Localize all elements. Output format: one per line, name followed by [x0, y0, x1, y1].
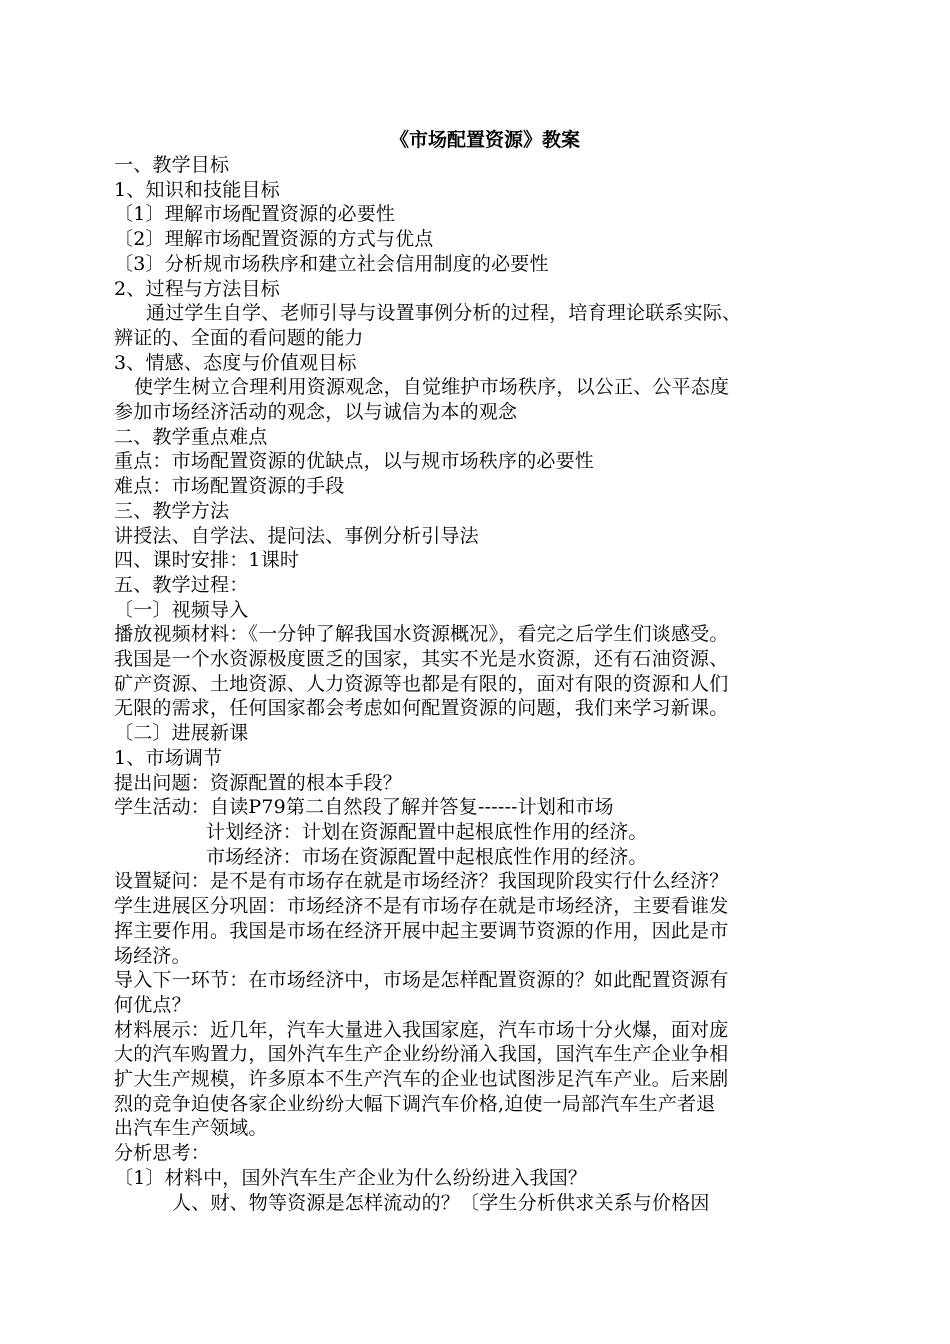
paragraph-line: 出汽车生产领域。	[114, 1117, 268, 1140]
list-item: 〔3〕分析规市场秩序和建立社会信用制度的必要性	[114, 252, 549, 275]
subsection-heading: 〔二〕进展新课	[114, 722, 249, 745]
paragraph-line: 大的汽车购置力，国外汽车生产企业纷纷涌入我国，国汽车生产企业争相	[114, 1043, 729, 1066]
paragraph-line: 挥主要作用。我国是市场在经济开展中起主要调节资源的作用，因此是市	[114, 919, 729, 942]
paragraph-line: 提出问题：资源配置的根本手段？	[114, 771, 403, 794]
section-heading: 一、教学目标	[114, 154, 230, 176]
list-item: 〔1〕材料中，国外汽车生产企业为什么纷纷进入我国？	[114, 1166, 588, 1189]
paragraph-line: 讲授法、自学法、提问法、事例分析引导法	[114, 524, 479, 547]
paragraph-line: 计划经济：计划在资源配置中起根底性作用的经济。	[206, 820, 648, 843]
paragraph-line: 材料展示：近几年，汽车大量进入我国家庭，汽车市场十分火爆，面对庞	[114, 1018, 729, 1041]
paragraph-line: 学生活动：自读P79第二自然段了解并答复------计划和市场	[114, 796, 614, 819]
paragraph-line: 设置疑问：是不是有市场存在就是市场经济？我国现阶段实行什么经济？	[114, 870, 729, 893]
paragraph-line: 难点：市场配置资源的手段	[114, 475, 345, 498]
paragraph-line: 通过学生自学、老师引导与设置事例分析的过程，培育理论联系实际、	[146, 302, 742, 325]
paragraph-line: 无限的需求，任何国家都会考虑如何配置资源的问题，我们来学习新课。	[114, 697, 729, 720]
subsection-heading: 2、过程与方法目标	[114, 277, 280, 300]
paragraph-line: 参加市场经济活动的观念，以与诚信为本的观念	[114, 401, 518, 424]
list-item: 〔1〕理解市场配置资源的必要性	[114, 203, 396, 226]
page-title: 《市场配置资源》教案	[389, 129, 580, 151]
section-heading: 二、教学重点难点	[114, 425, 268, 448]
section-heading: 五、教学过程：	[114, 573, 249, 596]
section-heading: 四、课时安排：1课时	[114, 549, 300, 572]
paragraph-line: 学生进展区分巩固：市场经济不是有市场存在就是市场经济，主要看谁发	[114, 895, 729, 918]
paragraph-line: 播放视频材料：《一分钟了解我国水资源概况》，看完之后学生们谈感受。	[114, 623, 729, 646]
subsection-heading: 分析思考：	[114, 1142, 211, 1165]
paragraph-line: 烈的竞争迫使各家企业纷纷大幅下调汽车价格,迫使一局部汽车生产者退	[114, 1092, 716, 1115]
paragraph-line: 市场经济：市场在资源配置中起根底性作用的经济。	[206, 845, 648, 868]
document-body	[114, 128, 844, 1215]
list-item: 〔2〕理解市场配置资源的方式与优点	[114, 228, 434, 251]
paragraph-line: 矿产资源、土地资源、人力资源等也都是有限的，面对有限的资源和人们	[114, 672, 729, 695]
paragraph-line: 重点：市场配置资源的优缺点，以与规市场秩序的必要性	[114, 450, 595, 473]
paragraph-line: 使学生树立合理利用资源观念，自觉维护市场秩序，以公正、公平态度	[134, 376, 730, 399]
paragraph-line: 场经济。	[114, 944, 191, 967]
paragraph-line: 辨证的、全面的看问题的能力	[114, 326, 364, 349]
paragraph-line: 扩大生产规模，许多原本不生产汽车的企业也试图涉足汽车产业。后来剧	[114, 1068, 729, 1091]
paragraph-line: 何优点？	[114, 993, 191, 1016]
paragraph-line: 人、财、物等资源是怎样流动的？〔学生分析供求关系与价格因	[172, 1191, 710, 1214]
subsection-heading: 1、知识和技能目标	[114, 178, 280, 201]
subsection-heading: 1、市场调节	[114, 746, 223, 769]
subsection-heading: 〔一〕视频导入	[114, 598, 249, 621]
paragraph-line: 我国是一个水资源极度匮乏的国家，其实不光是水资源，还有石油资源、	[114, 648, 729, 671]
subsection-heading: 3、情感、态度与价值观目标	[114, 351, 357, 374]
section-heading: 三、教学方法	[114, 499, 230, 522]
paragraph-line: 导入下一环节：在市场经济中，市场是怎样配置资源的？如此配置资源有	[114, 969, 729, 992]
